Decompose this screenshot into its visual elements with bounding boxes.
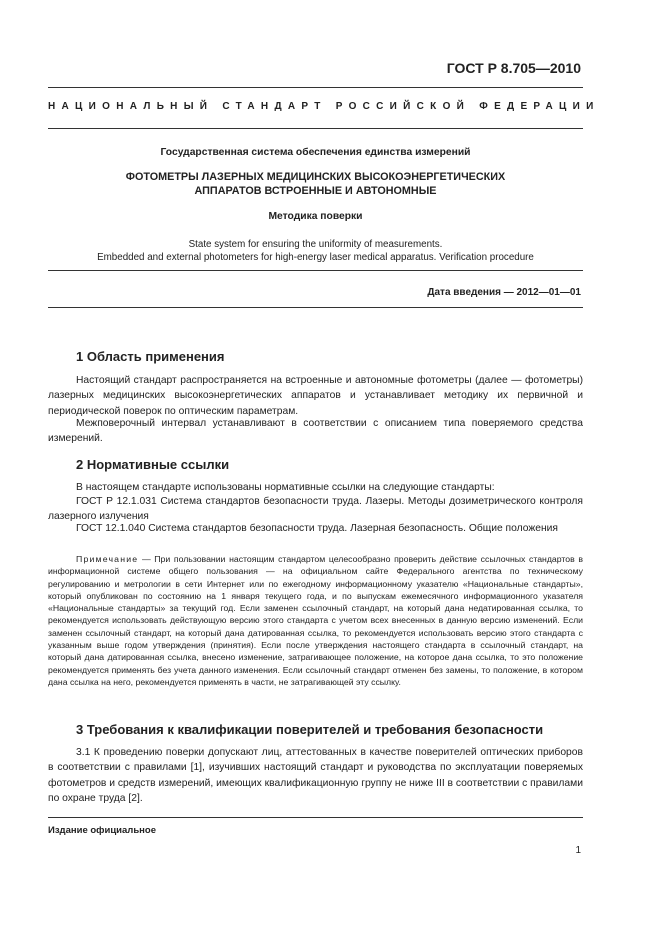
page-number: 1 <box>575 845 581 856</box>
section1-paragraph2: Межповерочный интервал устанавливают в соответствии с описанием типа поверяемого средства измерений. <box>48 418 583 445</box>
main-title-line2: АППАРАТОВ ВСТРОЕННЫЕ И АВТОНОМНЫЕ <box>194 185 437 197</box>
section3-heading: 3 Требования к квалификации поверителей и требования безопасности <box>76 722 544 737</box>
banner-rule <box>48 128 583 129</box>
section1-paragraph1: Настоящий стандарт распространяется на встроенные и автономные фотометры (далее — фотометры) лазерных медицинских высокоэнергетических аппаратов и устанавливает методику их первичной и периодической поверок по оптическим параметрам. <box>48 375 583 417</box>
system-title: Государственная система обеспечения единства измерений <box>160 147 471 158</box>
main-title-line1: ФОТОМЕТРЫ ЛАЗЕРНЫХ МЕДИЦИНСКИХ ВЫСОКОЭНЕРГЕТИЧЕСКИХ <box>125 171 506 183</box>
section1-heading: 1 Область применения <box>76 349 225 364</box>
reference-gost-12-1-040: ГОСТ 12.1.040 Система стандартов безопасности труда. Лазерная безопасность. Общие положения <box>76 523 558 534</box>
top-rule <box>48 87 583 88</box>
english-title-line1: State system for ensuring the uniformity of measurements. <box>188 239 443 250</box>
date-rule <box>48 307 583 308</box>
section3-paragraph1: 3.1 К проведению поверки допускают лиц, аттестованных в качестве поверителей оптических приборов в соответствии с правилами [1], изучивших настоящий стандарт и руководства по эксплуатации поверяемых фотометров и средств измерений, имеющих квалификационную группу не ниже III в соответствии с правилами по охране труда [2]. <box>48 747 583 804</box>
national-standard-banner: НАЦИОНАЛЬНЫЙ СТАНДАРТ РОССИЙСКОЙ ФЕДЕРАЦИИ <box>48 101 600 112</box>
introduction-date: Дата введения — 2012—01—01 <box>427 287 581 298</box>
method-subtitle: Методика поверки <box>268 211 363 222</box>
standard-code: ГОСТ Р 8.705—2010 <box>446 60 581 76</box>
note-label: Примечание <box>76 554 139 564</box>
section2-note <box>48 553 583 688</box>
title-rule <box>48 270 583 271</box>
footer-rule <box>48 817 583 818</box>
english-title-line2: Embedded and external photometers for high-energy laser medical apparatus. Verification procedure <box>97 252 534 263</box>
official-edition: Издание официальное <box>48 825 156 836</box>
note-text: — При пользовании настоящим стандартом целесообразно проверить действие ссылочных стандартов в информационной системе общего пользования — на официальном сайте Федерального агентства по техническому регулированию и метрологии в сети Интернет или по ежегодному информационному указателю «Национальные стандарты», который опубликован по состоянию на 1 января текущего года, и по выпускам ежемесячного информационного указателя «Национальные стандарты» за текущий год. Если заменен ссылочный стандарт, на который дана недатированная ссылка, то рекомендуется использовать действующую версию этого стандарта с учетом всех внесенных в данную версию изменений. Если заменен ссылочный стандарт, на который дана датированная ссылка, то рекомендуется использовать версию этого стандарта с указанным выше годом утверждения (принятия). Если после утверждения настоящего стандарта в ссылочный стандарт, на который дана датированная ссылка, внесено изменение, затрагивающее положение, на которое дана ссылка, то это положение рекомендуется применять без учета данного изменения. Если ссылочный стандарт отменен без замены, то положение, в котором дана ссылка на него, рекомендуется применять в части, не затрагивающей эту ссылку. <box>48 554 583 687</box>
section2-heading: 2 Нормативные ссылки <box>76 457 230 472</box>
reference-gost-r-12-1-031: ГОСТ Р 12.1.031 Система стандартов безопасности труда. Лазеры. Методы дозиметрического контроля лазерного излучения <box>48 496 583 523</box>
section2-paragraph1: В настоящем стандарте использованы нормативные ссылки на следующие стандарты: <box>76 482 495 493</box>
